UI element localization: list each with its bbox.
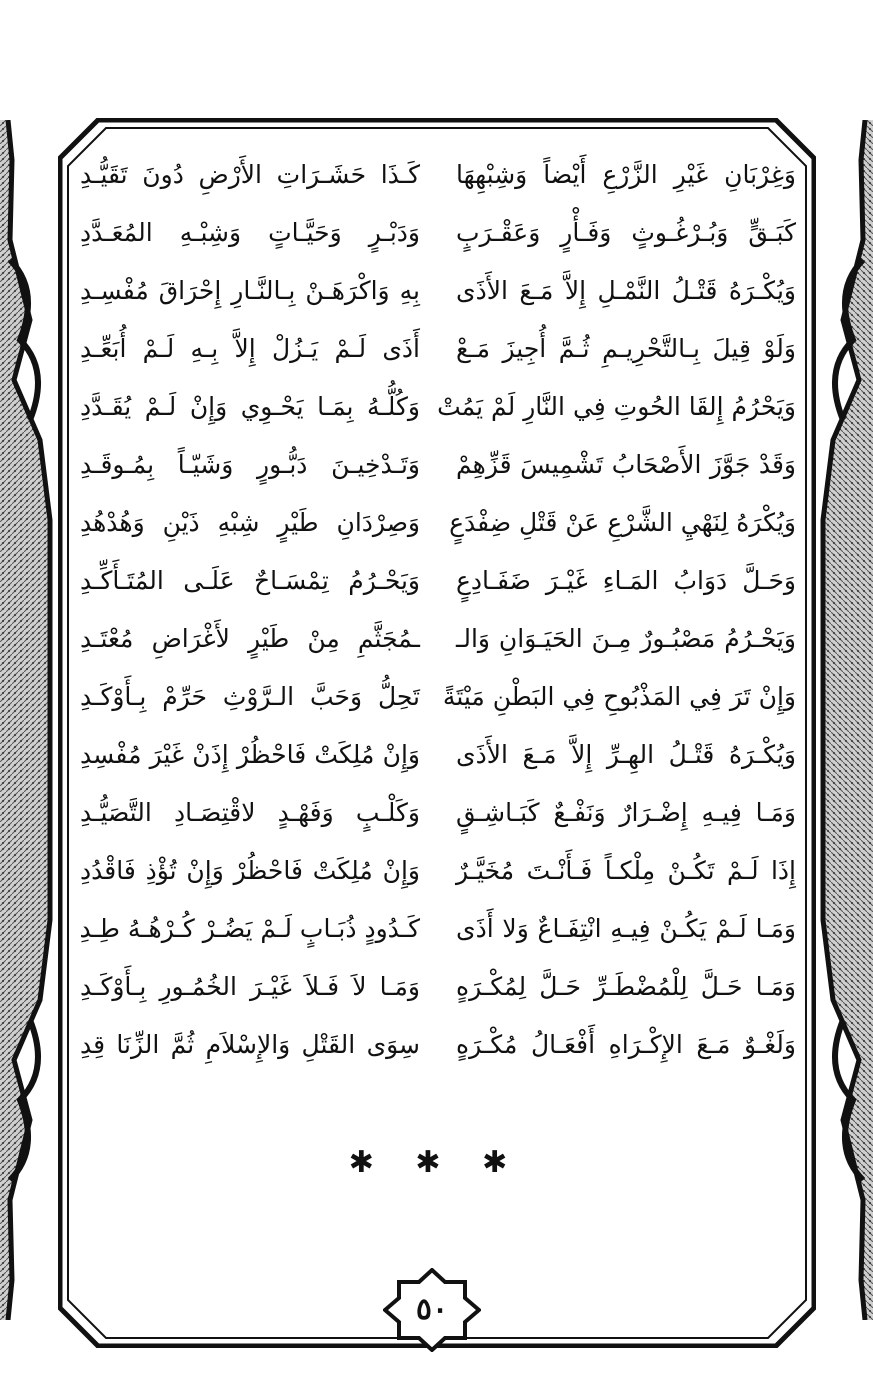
verse-second-hemistich: كَـدُودٍ ذُبَـابٍ لَـمْ يَضُـرْ كُـرْهُـهُ طِـدِ bbox=[79, 914, 420, 943]
verse-second-hemistich: تَحِلُّ وَحَبَّ الـرَّوْثِ حَرِّمْ بِـأَوْكَـدِ bbox=[80, 682, 420, 711]
verse-row bbox=[80, 266, 796, 316]
verse-row bbox=[80, 904, 796, 954]
verse-row bbox=[80, 846, 796, 896]
left-side-ornament bbox=[0, 120, 60, 1320]
verse-row bbox=[80, 150, 796, 200]
verse-first-hemistich: وَمَـا فِيـهِ إِضْـرَارٌ وَنَفْـعٌ كَبَـاشِـقٍ bbox=[456, 798, 796, 827]
verse-row bbox=[80, 324, 796, 374]
verse-first-hemistich: وَحَـلَّ دَوَابُ المَـاءِ غَيْـرَ ضَفَـادِعٍ bbox=[456, 566, 796, 595]
verse-second-hemistich: وَمَـا لاَ فَـلاَ غَيْـرَ الخُمُـورِ بِـأَوْكَـدِ bbox=[80, 972, 420, 1001]
verse-row bbox=[80, 498, 796, 548]
verse-first-hemistich: وَمَـا لَـمْ يَكُـنْ فِيـهِ انْتِفَـاعٌ وَلا أَذَى bbox=[456, 914, 796, 943]
verse-row bbox=[80, 208, 796, 258]
verse-first-hemistich: وَيُكْرَهُ لِنَهْيِ الشَّرْعِ عَنْ قَتْلِ ضِفْدَعٍ bbox=[449, 508, 796, 537]
verse-first-hemistich: وَقَدْ جَوَّزَ الأَصْحَابُ تَشْمِيسَ قَزِّهِمْ bbox=[456, 450, 796, 479]
verse-first-hemistich: وَيَحْـرُمُ مَصْبُـورٌ مِـنَ الحَيَـوَانِ وَالـ bbox=[456, 624, 796, 653]
verse-second-hemistich: وَتَـدْخِيـنَ دَبُّـورٍ وَشَيّـاً بِمُـوقَـدِ bbox=[80, 450, 420, 479]
verse-first-hemistich: وَغِرْبَانِ غَيْرِ الزَّرْعِ أَيْضاً وَشِبْهِهَا bbox=[456, 160, 796, 189]
verse-first-hemistich: وَيُكْـرَهُ قَتْـلُ الهِـرِّ إِلاَّ مَـعَ الأَذَى bbox=[456, 740, 796, 769]
verse-row bbox=[80, 556, 796, 606]
verse-first-hemistich: وَمَـا حَـلَّ لِلْمُضْطَـرِّ حَـلَّ لِمُكْـرَهٍ bbox=[456, 972, 796, 1001]
page-number: ٥٠ bbox=[415, 1292, 449, 1327]
verse-second-hemistich: بِهِ وَاكْرَهَـنْ بِـالنَّـارِ إِحْرَاقَ مُفْسِـدِ bbox=[80, 276, 420, 305]
verse-second-hemistich: وَإِنْ مُلِكَتْ فَاحْظُرْ إِذَنْ غَيْرَ مُفْسِدِ bbox=[80, 740, 420, 769]
verse-first-hemistich: وَإِنْ تَرَ فِي المَذْبُوحِ فِي البَطْنِ مَيْتَةً bbox=[442, 682, 796, 711]
verse-second-hemistich: سِوَى القَتْلِ وَالإِسْلاَمِ ثُمَّ الزِّنَا قِدِ bbox=[80, 1030, 420, 1059]
poem-body bbox=[80, 150, 796, 1100]
right-side-ornament bbox=[813, 120, 873, 1320]
verse-row bbox=[80, 730, 796, 780]
asterism-divider: ✱ ✱ ✱ bbox=[348, 1145, 524, 1180]
verse-second-hemistich: وَكُلُّـهُ بِمَـا يَحْـوِي وَإِنْ لَـمْ يُقَـدَّدِ bbox=[80, 392, 420, 421]
verse-first-hemistich: وَلَغْـوٌ مَـعَ الإِكْـرَاهِ أَفْعَـالُ مُكْـرَهٍ bbox=[456, 1030, 796, 1059]
verse-second-hemistich: وَيَحْـرُمُ تِمْسَـاحٌ عَلَـى المُتَـأَكِّـدِ bbox=[80, 566, 420, 595]
verse-second-hemistich: وَإِنْ مُلِكَتْ فَاحْظُرْ وَإِنْ تُؤْذِ فَاقْدُدِ bbox=[80, 856, 420, 885]
verse-row bbox=[80, 962, 796, 1012]
verse-second-hemistich: أَذَى لَـمْ يَـزُلْ إِلاَّ بِـهِ لَـمْ أُبَعِّـدِ bbox=[80, 334, 420, 363]
verse-second-hemistich: وَكَلْـبٍ وَفَهْـدٍ لاقْتِصَـادِ التَّصَيُّـدِ bbox=[80, 798, 420, 827]
verse-row bbox=[80, 672, 796, 722]
verse-second-hemistich: وَدَبْـرٍ وَحَيَّـاتٍ وَشِبْـهِ المُعَـدَّدِ bbox=[80, 218, 420, 247]
verse-first-hemistich: وَيَحْرُمُ إِلقَا الحُوتِ فِي النَّارِ لَمْ يَمُتْ bbox=[437, 392, 796, 421]
verse-second-hemistich: وَصِرْدَانِ طَيْرٍ شِبْهِ ذَيْنِ وَهُدْهُدِ bbox=[80, 508, 420, 537]
verse-first-hemistich: وَلَوْ قِيلَ بِـالتَّحْرِيـمِ ثُـمَّ أُجِيزَ مَـعْ bbox=[456, 334, 796, 363]
verse-second-hemistich: ـمُجَثَّمِ مِنْ طَيْرٍ لأَغْرَاضِ مُعْتَـدِ bbox=[80, 624, 420, 653]
verse-row bbox=[80, 614, 796, 664]
verse-row bbox=[80, 440, 796, 490]
verse-first-hemistich: كَبَـقٍّ وَبُـرْغُـوثٍ وَفَـأْرٍ وَعَقْـرَبٍ bbox=[456, 218, 796, 247]
verse-second-hemistich: كَـذَا حَشَـرَاتِ الأَرْضِ دُونَ تَقَيُّـدِ bbox=[80, 160, 420, 189]
verse-row bbox=[80, 1020, 796, 1070]
verse-first-hemistich: إِذَا لَـمْ تَكُـنْ مِلْكـاً فَـأَنْـتَ مُخَيَّـرٌ bbox=[456, 856, 796, 885]
verse-row bbox=[80, 788, 796, 838]
verse-row bbox=[80, 382, 796, 432]
verse-first-hemistich: وَيُكْـرَهُ قَتْـلُ النَّمْـلِ إِلاَّ مَـعَ الأَذَى bbox=[456, 276, 796, 305]
